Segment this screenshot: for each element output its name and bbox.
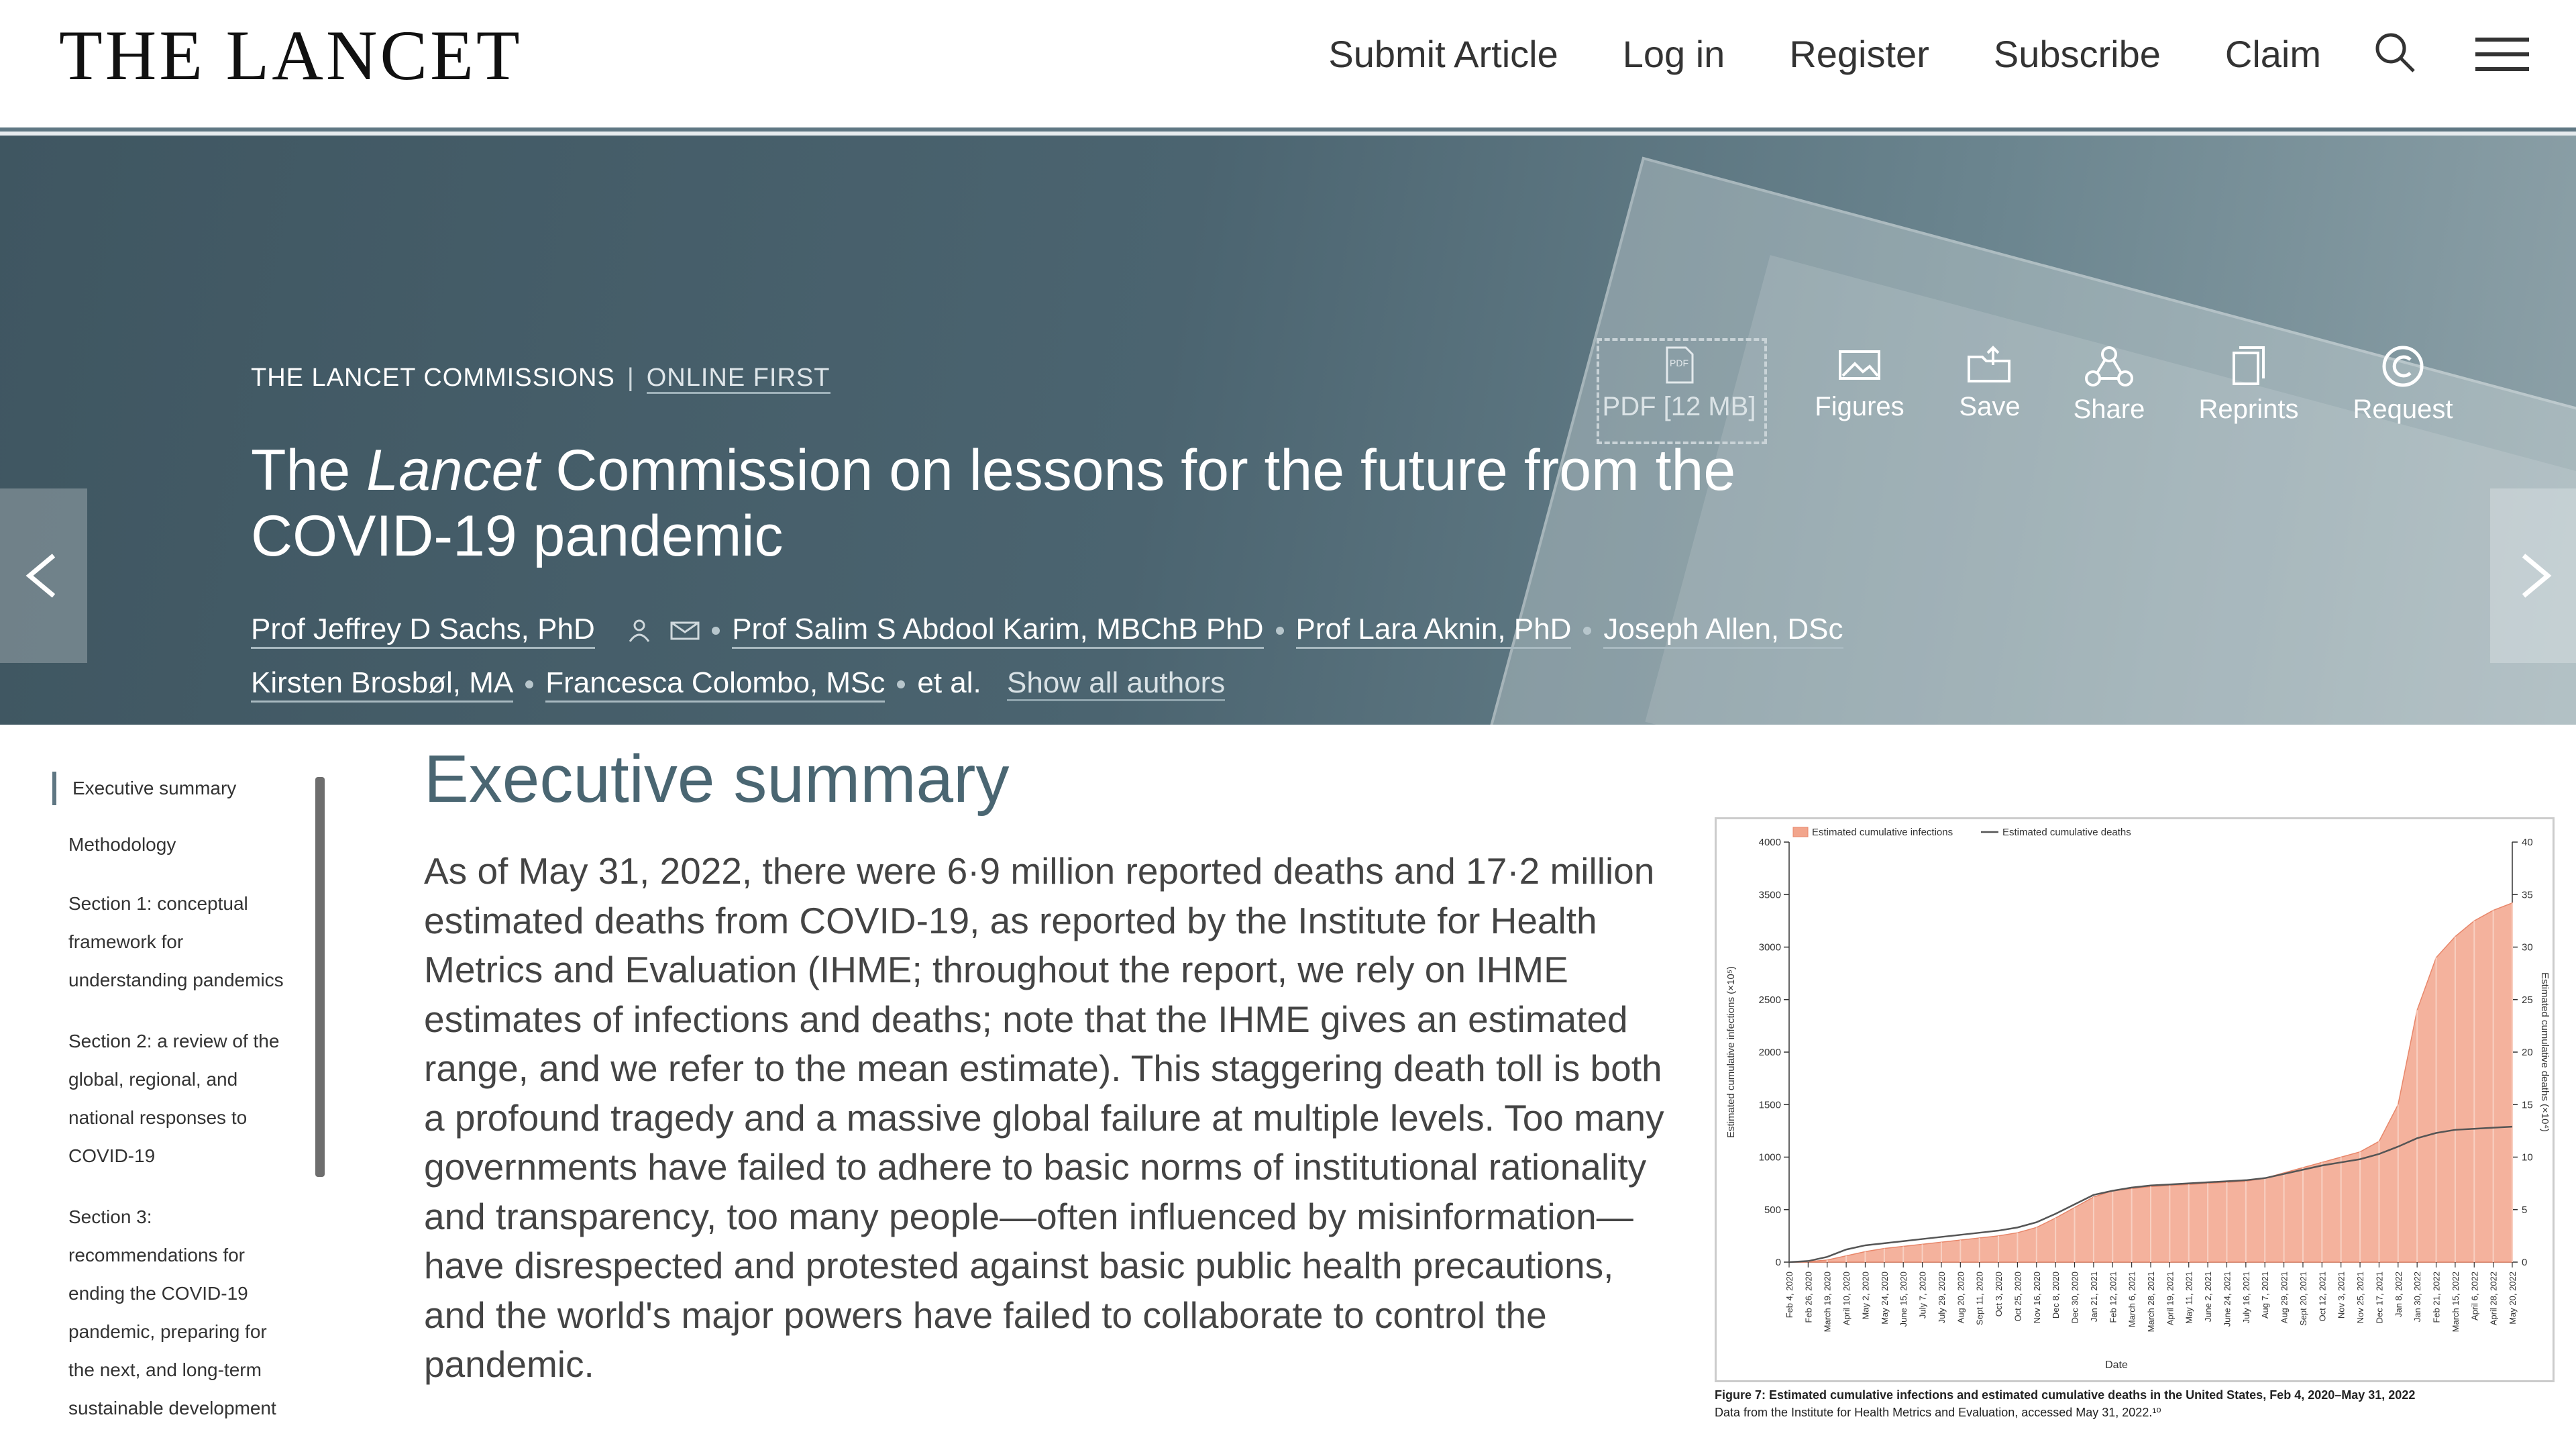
x-tick-label: April 28, 2022 [2488,1272,2499,1326]
top-navigation [0,0,2576,132]
lancet-logo[interactable]: THE LANCET [59,16,523,95]
y2-axis-label: Estimated cumulative deaths (×10⁴) [2539,972,2551,1132]
x-tick-label: April 10, 2020 [1841,1272,1852,1326]
x-tick-label: July 7, 2020 [1917,1272,1928,1319]
x-tick-label: Nov 3, 2021 [2336,1272,2347,1319]
x-tick-label: Feb 26, 2020 [1803,1272,1814,1323]
y2-tick-label: 10 [2522,1151,2533,1163]
section-heading: Executive summary [424,741,1010,817]
mail-icon[interactable] [670,620,700,641]
sidebar-item-section-2[interactable]: Section 2: a review of the global, regional, and national responses to COVID-19 [68,1031,280,1166]
y-tick-label: 1000 [1758,1151,1781,1163]
x-tick-label: Sept 11, 2020 [1974,1272,1985,1325]
y-tick-label: 500 [1764,1204,1781,1216]
figure-caption [1715,1386,2576,1421]
share-icon [2082,345,2136,388]
nav-register[interactable]: Register [1789,33,1929,75]
x-tick-label: March 6, 2021 [2127,1272,2137,1328]
author-link[interactable]: Prof Lara Aknin, PhD [1296,613,1572,649]
x-tick-label: June 15, 2020 [1898,1272,1909,1327]
x-tick-label: Dec 30, 2020 [2070,1272,2080,1324]
share-tool[interactable] [2029,345,2190,425]
x-tick-label: Dec 17, 2021 [2374,1272,2385,1324]
x-tick-label: Feb 4, 2020 [1784,1272,1794,1318]
article-tools [1597,338,2453,446]
x-tick-label: June 24, 2021 [2222,1272,2233,1327]
article-header [0,136,2576,725]
y2-tick-label: 0 [2522,1257,2528,1268]
y2-tick-label: 5 [2522,1204,2528,1216]
person-icon[interactable] [626,619,653,643]
author-list [251,603,1861,710]
share-label: Share [2073,395,2145,424]
folder-save-icon [1966,345,2013,385]
y-tick-label: 1500 [1758,1099,1781,1111]
chevron-right-icon [2490,488,2576,663]
prev-article-arrow[interactable] [0,488,87,663]
svg-text:PDF: PDF [1670,358,1688,368]
x-tick-label: Aug 20, 2020 [1955,1272,1966,1324]
x-tick-label: April 6, 2022 [2469,1272,2480,1320]
pdf-label: PDF [12 MB] [1602,392,1756,421]
x-tick-label: May 2, 2020 [1860,1272,1871,1320]
y-tick-label: 0 [1775,1257,1781,1268]
author-link[interactable]: Joseph Allen, DSc [1603,613,1843,649]
legend-swatch-infections [1793,827,1808,837]
x-tick-label: March 28, 2021 [2146,1272,2156,1333]
legend-label-infections: Estimated cumulative infections [1812,827,1953,838]
article-title [251,437,1861,569]
nav-log-in[interactable]: Log in [1622,33,1725,75]
et-al: et al. [917,666,981,699]
caption-note: Data from the Institute for Health Metrics and Evaluation, accessed May 31, 2022.¹⁰ [1715,1406,2161,1419]
x-tick-label: Jan 21, 2021 [2088,1272,2099,1323]
nav-links [1264,31,2321,78]
y-tick-label: 3500 [1758,889,1781,901]
y2-tick-label: 40 [2522,837,2533,848]
x-tick-label: Nov 16, 2020 [2031,1272,2042,1324]
caption-title: Figure 7: Estimated cumulative infections and estimated cumulative deaths in the United States, Feb 4, 2020–May 31, 2022 [1715,1388,2416,1402]
y2-tick-label: 25 [2522,994,2533,1006]
x-tick-label: March 19, 2020 [1822,1272,1833,1333]
save-label: Save [1959,392,2021,421]
x-tick-label: July 16, 2021 [2241,1272,2251,1324]
y-tick-label: 2000 [1758,1047,1781,1058]
x-tick-label: Aug 29, 2021 [2279,1272,2290,1324]
copyright-icon [2379,345,2426,388]
menu-icon[interactable] [2475,36,2529,77]
image-icon [1836,345,1883,385]
x-tick-label: June 2, 2021 [2203,1272,2214,1323]
series-label[interactable]: THE LANCET COMMISSIONS [251,364,615,392]
x-tick-label: May 20, 2022 [2508,1272,2518,1325]
show-all-authors-link[interactable]: Show all authors [1007,666,1225,701]
sidebar-item-methodology[interactable]: Methodology [68,834,176,855]
x-tick-label: Oct 25, 2020 [2012,1272,2023,1322]
figures-label: Figures [1815,392,1904,421]
title-part: COVID-19 pandemic [251,504,784,568]
x-tick-label: Sept 20, 2021 [2298,1272,2308,1326]
request-label: Request [2353,395,2453,424]
next-article-arrow[interactable] [2490,488,2576,663]
reprints-label: Reprints [2198,395,2299,424]
x-tick-label: Feb 21, 2022 [2431,1272,2442,1323]
x-tick-label: Aug 7, 2021 [2260,1272,2271,1319]
x-tick-label: July 29, 2020 [1936,1272,1947,1324]
y-tick-label: 4000 [1758,837,1781,848]
article-series: THE LANCET COMMISSIONS | ONLINE FIRST [251,364,830,393]
y2-tick-label: 20 [2522,1047,2533,1058]
chevron-left-icon [0,488,87,663]
author-link[interactable]: Prof Salim S Abdool Karim, MBChB PhD [732,613,1263,649]
request-tool[interactable] [2322,345,2483,425]
chart [1717,819,2553,1380]
title-italic: Lancet [366,438,540,503]
search-icon[interactable] [2372,30,2419,80]
x-tick-label: Dec 8, 2020 [2051,1272,2061,1319]
sidebar-item-section-1[interactable]: Section 1: conceptual framework for understanding pandemics [68,893,284,990]
x-tick-label: April 19, 2021 [2165,1272,2176,1326]
figure-7[interactable] [1715,817,2555,1382]
title-part: The [251,438,351,503]
reprints-icon [2229,345,2269,388]
sidebar-scrollbar[interactable] [315,777,325,1177]
nav-submit-article[interactable]: Submit Article [1328,33,1558,75]
title-part: Commission on lessons for the future from the [555,438,1736,503]
x-tick-label: Nov 25, 2021 [2355,1272,2366,1324]
reprints-tool[interactable] [2168,345,2329,425]
author-link[interactable]: Prof Jeffrey D Sachs, PhD [251,613,595,649]
sidebar-item-section-3[interactable]: Section 3: recommendations for ending the COVID-19 pandemic, preparing for the next, and long-term sustainable development [68,1206,276,1418]
y2-tick-label: 15 [2522,1099,2533,1111]
legend-label-deaths: Estimated cumulative deaths [2002,827,2131,838]
x-tick-label: May 11, 2021 [2184,1272,2194,1324]
author-link[interactable]: Francesca Colombo, MSc [545,666,885,703]
x-tick-label: Feb 12, 2021 [2108,1272,2118,1323]
pdf-tool[interactable] [1599,345,1760,422]
y-axis-label: Estimated cumulative infections (×10⁵) [1725,966,1737,1138]
x-axis-label: Date [2105,1359,2128,1371]
x-tick-label: Oct 3, 2020 [1994,1272,2004,1317]
x-tick-label: Oct 12, 2021 [2317,1272,2328,1322]
online-first-label[interactable]: ONLINE FIRST [647,364,830,394]
x-tick-label: Jan 8, 2022 [2393,1272,2404,1317]
pdf-icon [1659,345,1699,385]
y-tick-label: 2500 [1758,994,1781,1006]
nav-claim[interactable]: Claim [2224,33,2321,75]
y2-tick-label: 35 [2522,889,2533,901]
nav-subscribe[interactable]: Subscribe [1993,33,2161,75]
x-tick-label: March 15, 2022 [2450,1272,2461,1333]
summary-paragraph: As of May 31, 2022, there were 6·9 million reported deaths and 17·2 million estimated deaths from COVID-19, as reported by the Institute for Health Metrics and Evaluation (IHME; throughout the report, we rely on IHME estimates of infections and deaths; note that the IHME gives an estimated range, and we refer to the mean estimate). This staggering death toll is both a profound tragedy and a massive global failure at multiple levels. Too many governments have failed to adhere to basic norms of institutional rationality and transparency, too many people—often influenced by misinformation—have disrespected and protested against basic public health precautions, and the world's major powers have failed to collaborate to control the pandemic. [424,850,1664,1385]
section-navigation [52,772,334,1450]
x-tick-label: Jan 30, 2022 [2412,1272,2423,1323]
x-tick-label: May 24, 2020 [1879,1272,1890,1325]
author-link[interactable]: Kirsten Brosbøl, MA [251,666,513,703]
y2-tick-label: 30 [2522,941,2533,953]
y-tick-label: 3000 [1758,941,1781,953]
sidebar-item-executive-summary[interactable]: Executive summary [52,772,334,805]
